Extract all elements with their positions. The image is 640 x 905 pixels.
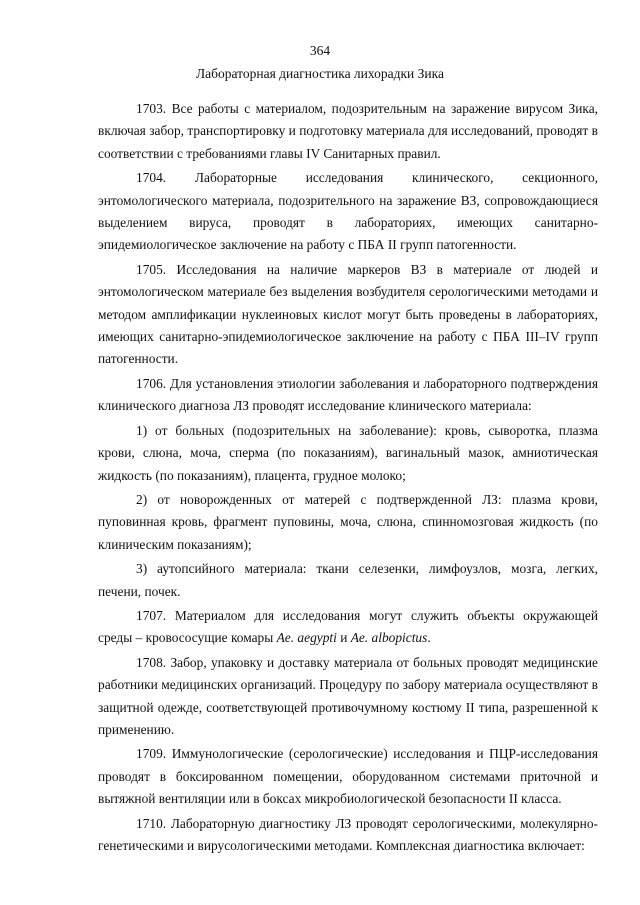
paragraph-text: Забор, упаковку и доставку материала от больных проводят медицинские работники медицинских организаций. Процедуру по забору материала осуществляют в защитной одежде, соответствующей противочумному костюму II типа, разрешенной к применению. <box>98 654 598 737</box>
list-item: 3) аутопсийного материала: ткани селезенки, лимфоузлов, мозга, легких, печени, почек. <box>98 561 598 599</box>
list-item: 1) от больных (подозрительных на заболевание): кровь, сыворотка, плазма крови, слюна, моча, сперма (по показаниям), вагинальный мазок, амниотическая жидкость (по показаниям), плацента, грудное молоко; <box>98 422 598 483</box>
list-item: 2) от новорожденных от матерей с подтвержденной ЛЗ: плазма крови, пуповинная кровь, фрагмент пуповины, моча, слюна, спинномозговая жидкость (по клиническим показаниям); <box>98 491 598 552</box>
paragraph-text: Материалом для исследования могут служить объекты окружающей среды – кровососущие комары <box>98 607 598 646</box>
paragraph-number: 1709. <box>136 746 167 762</box>
paragraph-1707 <box>98 605 598 650</box>
paragraph-text: Лабораторную диагностику ЛЗ проводят серологическими, молекулярно-генетическими и вирусологическими методами. Комплексная диагностика включает: <box>98 815 598 853</box>
paragraph-1705 <box>98 259 598 371</box>
paragraph-1710 <box>98 813 598 858</box>
section-title: Лабораторная диагностика лихорадки Зика <box>195 66 444 81</box>
paragraph-text: Для установления этиологии заболевания и лабораторного подтверждения клинического диагноза ЛЗ проводят исследование клинического материала: <box>98 375 598 414</box>
paragraph-number: 1705. <box>136 261 167 277</box>
paragraph-1704 <box>98 167 598 257</box>
paragraph-number: 1704. <box>136 170 167 186</box>
paragraph-number: 1706. <box>136 375 167 391</box>
paragraph-number: 1707. <box>136 607 167 623</box>
paragraph-text: Иммунологические (серологические) исследования и ПЦР-исследования проводят в боксированном помещении, оборудованном системами приточной и вытяжной вентиляции или в боксах микробиологической безопасности II класса. <box>98 746 598 807</box>
species-name: Ae. aegypti <box>276 630 337 646</box>
paragraph-1708 <box>98 652 598 742</box>
paragraph-number: 1703. <box>136 101 167 116</box>
paragraph-1703 <box>98 98 598 165</box>
conjunction-text: и <box>336 630 351 646</box>
paragraph-text: Все работы с материалом, подозрительным на заражение вирусом Зика, включая забор, транспортировку и подготовку материала для исследований, проводят в соответствии с требованиями главы IV Санитарных правил. <box>98 101 599 161</box>
paragraph-number: 1708. <box>136 654 167 670</box>
paragraph-end: . <box>427 630 431 646</box>
paragraph-text: Исследования на наличие маркеров ВЗ в материале от людей и энтомологическом материале без выделения возбудителя серологическими методами и методом амплификации нуклеиновых кислот могут быть проведены в лабораториях, имеющих санитарно-эпидемиологическое заключение на работу с ПБА III–IV групп патогенности. <box>98 261 598 367</box>
paragraph-1706 <box>98 373 598 418</box>
paragraph-1709 <box>98 743 598 810</box>
species-name: Ae. albopictus <box>350 630 428 646</box>
page-number: 364 <box>309 43 331 58</box>
paragraph-text: Лабораторные исследования клинического, секционного, энтомологического материала, подозрительного на заражение ВЗ, сопровождающиеся выделением вируса, проводят в лабораториях, имеющих санитарно-эпидемиологическое заключение на работу с ПБА II групп патогенности. <box>98 170 598 253</box>
paragraph-number: 1710. <box>136 815 167 831</box>
document-body <box>98 98 598 857</box>
